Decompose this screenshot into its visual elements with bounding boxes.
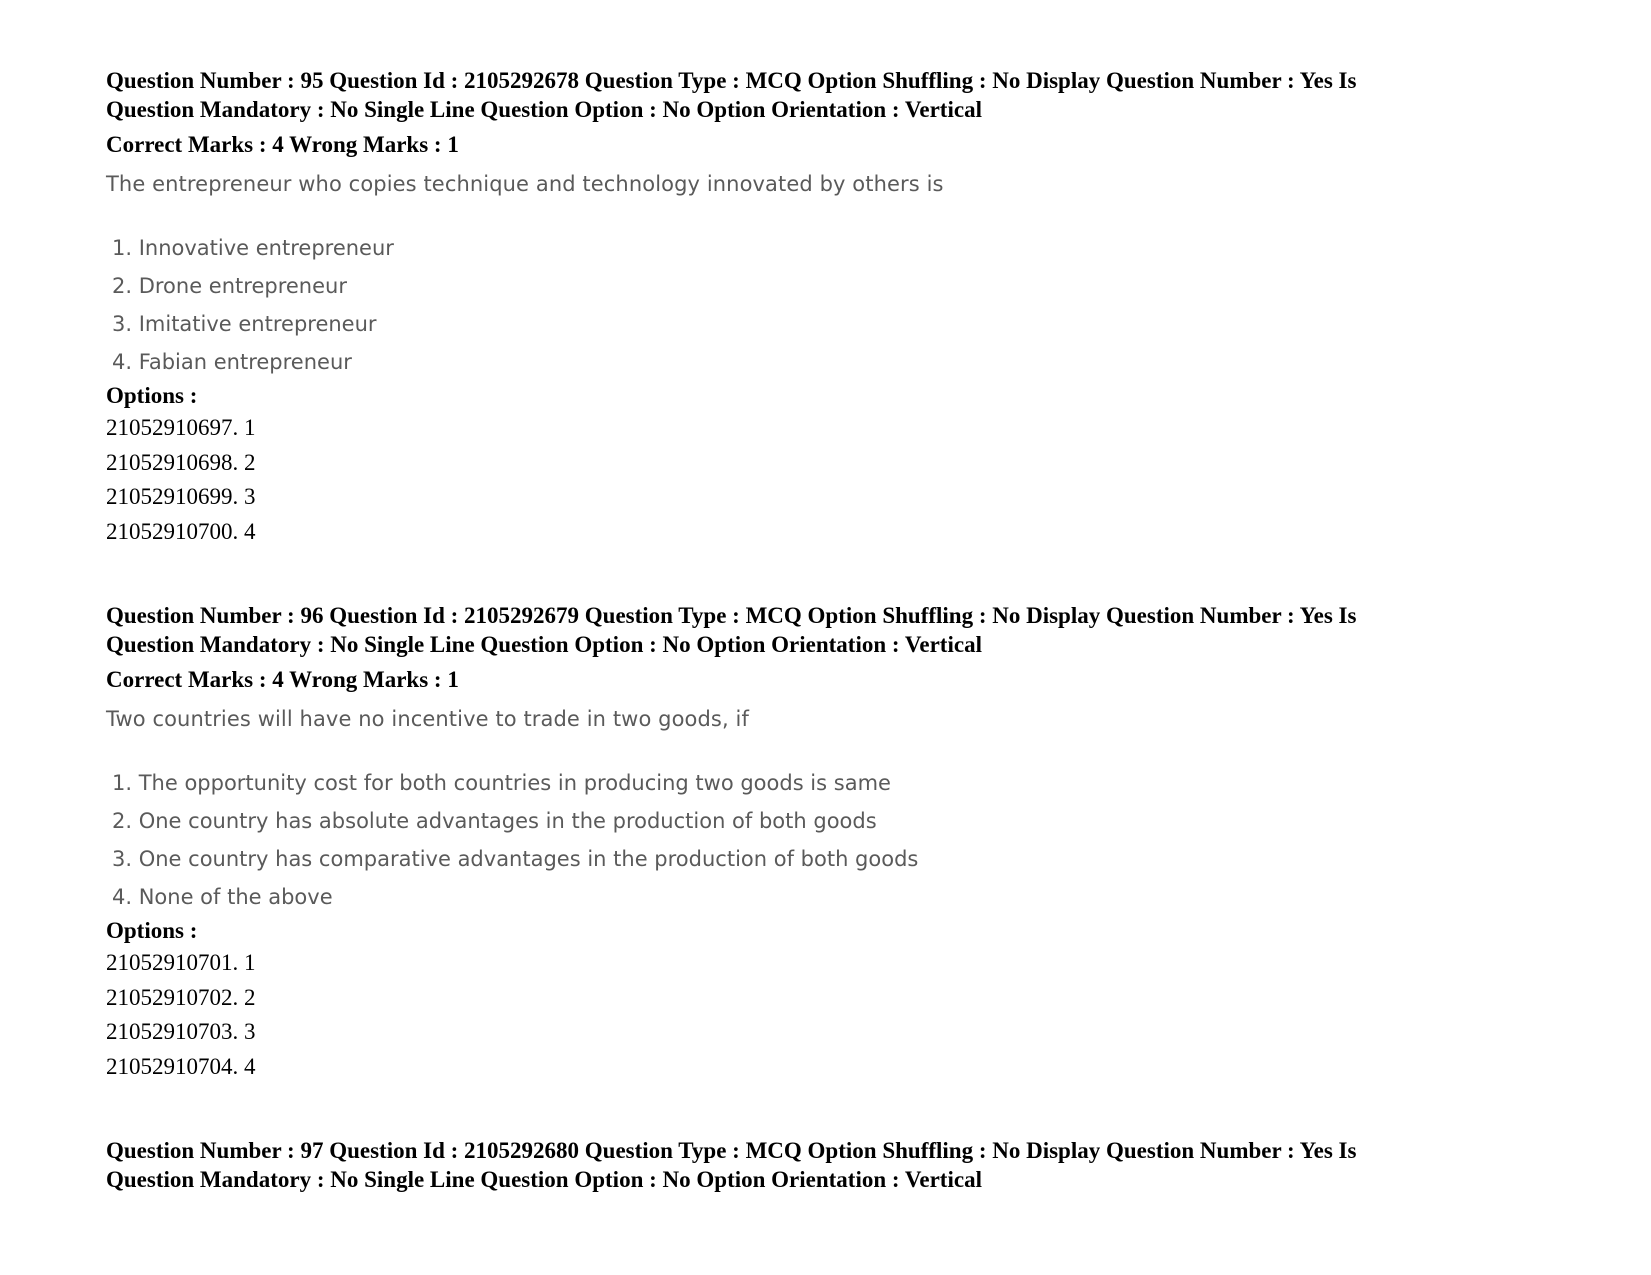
question-block-96 bbox=[106, 601, 1546, 1084]
question-header bbox=[106, 1136, 1546, 1194]
question-header-line-2: Question Mandatory : No Single Line Question Option : No Option Orientation : Vertical bbox=[106, 632, 982, 657]
question-block-97 bbox=[106, 1136, 1546, 1194]
choice-item: 3. Imitative entrepreneur bbox=[112, 312, 377, 336]
choice-item: 3. One country has comparative advantages in the production of both goods bbox=[112, 847, 919, 871]
option-id-list bbox=[106, 411, 1546, 549]
option-id-row: 21052910703. 3 bbox=[106, 1019, 256, 1044]
option-id-row: 21052910701. 1 bbox=[106, 950, 256, 975]
option-id-row: 21052910700. 4 bbox=[106, 518, 256, 544]
question-header-line-2: Question Mandatory : No Single Line Question Option : No Option Orientation : Vertical bbox=[106, 97, 982, 122]
choice-item: 4. None of the above bbox=[112, 885, 333, 909]
question-header-line-1: Question Number : 95 Question Id : 2105292678 Question Type : MCQ Option Shuffling : No Display Question Number : Yes Is bbox=[106, 68, 1357, 93]
question-block-95 bbox=[106, 66, 1546, 549]
choice-item: 1. The opportunity cost for both countries in producing two goods is same bbox=[112, 771, 891, 795]
question-header bbox=[106, 66, 1546, 124]
option-id-row: 21052910704. 4 bbox=[106, 1053, 256, 1079]
marks-line: Correct Marks : 4 Wrong Marks : 1 bbox=[106, 667, 459, 692]
question-header bbox=[106, 601, 1546, 659]
option-id-row: 21052910702. 2 bbox=[106, 984, 256, 1010]
option-id-row: 21052910698. 2 bbox=[106, 449, 256, 475]
question-header-line-2: Question Mandatory : No Single Line Question Option : No Option Orientation : Vertical bbox=[106, 1167, 982, 1192]
choice-list bbox=[106, 229, 1546, 381]
question-header-line-1: Question Number : 96 Question Id : 2105292679 Question Type : MCQ Option Shuffling : No Display Question Number : Yes Is bbox=[106, 603, 1357, 628]
option-id-row: 21052910697. 1 bbox=[106, 415, 256, 440]
option-id-list bbox=[106, 946, 1546, 1084]
question-text: The entrepreneur who copies technique and technology innovated by others is bbox=[106, 172, 944, 196]
options-label: Options : bbox=[106, 383, 198, 408]
option-id-row: 21052910699. 3 bbox=[106, 484, 256, 509]
choice-item: 2. Drone entrepreneur bbox=[112, 274, 347, 298]
choice-item: 4. Fabian entrepreneur bbox=[112, 350, 352, 374]
question-header-line-1: Question Number : 97 Question Id : 2105292680 Question Type : MCQ Option Shuffling : No Display Question Number : Yes Is bbox=[106, 1138, 1357, 1163]
options-label: Options : bbox=[106, 918, 198, 943]
choice-item: 1. Innovative entrepreneur bbox=[112, 236, 394, 260]
choice-list bbox=[106, 764, 1546, 916]
question-text: Two countries will have no incentive to trade in two goods, if bbox=[106, 707, 749, 731]
marks-line: Correct Marks : 4 Wrong Marks : 1 bbox=[106, 132, 459, 157]
choice-item: 2. One country has absolute advantages in the production of both goods bbox=[112, 809, 877, 833]
